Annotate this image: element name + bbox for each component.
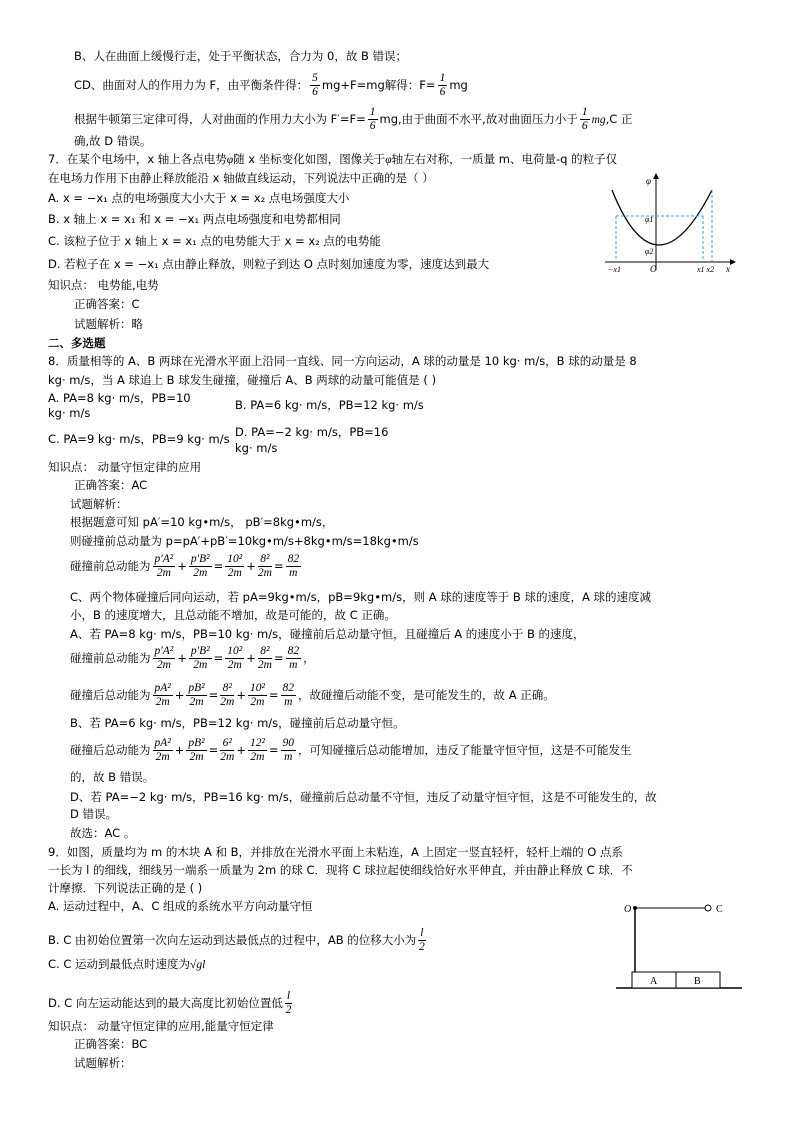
q8-knowledge-point: 知识点： 动量守恒定律的应用 [48, 460, 202, 474]
q9-explanation: 试题解析： [74, 1056, 132, 1070]
label-a: A [650, 976, 658, 987]
q7-stem-line1: 7．在某个电场中，x 轴上各点电势φ随 x 坐标变化如图，图像关于φ轴左右对称，一质量 m、电荷量-q 的粒子仅 [48, 152, 618, 166]
q9-answer: 正确答案：BC [74, 1037, 148, 1051]
q8-exp-line2: 则碰撞前总动量为 p=pA′+pB′=10kg•m/s+8kg•m/s=18kg•m/s [70, 534, 419, 548]
q9-knowledge-point: 知识点： 动量守恒定律的应用,能量守恒定律 [48, 1019, 274, 1033]
potential-graph [600, 170, 740, 276]
q7-answer: 正确答案：C [74, 297, 140, 311]
q8-ek-after-a: 碰撞后总动能为 $\frac{\text{pA²}}{2m}$ + $\frac{\text{pB²}}{2m}$ = $\frac{\text{8²}}{2m}$ + $\frac{\text{10²}}{2m}$ = $\frac{82}{m}$ ，故碰撞后动能不变，是可能发生的，故 A 正确。 [70, 682, 555, 708]
q8-exp-line6: A、若 PA=8 kg· m/s，PB=10 kg· m/s，碰撞前后总动量守恒，且碰撞后 A 的速度小于 B 的速度， [70, 627, 585, 641]
prev-newton-line: 根据牛顿第三定律可得，人对曲面的作用力大小为 F′=F= $\frac{1}{6}$ mg,由于曲面不水平,故对曲面压力小于 $\frac{1}{6}$ mg,C 正 [74, 106, 633, 132]
blocks-pendulum-figure [610, 896, 746, 992]
prev-b-line: B、人在曲面上缓慢行走，处于平衡状态，合力为 0，故 B 错误； [74, 49, 408, 63]
pivot-point-o [633, 906, 637, 910]
label-b: B [694, 976, 701, 987]
q7-knowledge-point: 知识点： 电势能,电势 [48, 278, 159, 292]
x1x2-label: x1 x2 [697, 265, 715, 274]
prev-newton-line2: 确,故 D 错误。 [74, 134, 152, 148]
q8-ek-before-1: 碰撞前总动能为 $\frac{\text{p′A²}}{2m}$ + $\frac{\text{p′B²}}{2m}$ = $\frac{\text{10²}}{2m}$ + $\frac{\text{8²}}{2m}$ = $\frac{82}{m}$ [70, 553, 300, 579]
q8-ek-after-b: 碰撞后总动能为 $\frac{\text{pA²}}{2m}$ + $\frac{\text{pB²}}{2m}$ = $\frac{\text{6²}}{2m}$ + $\frac{\text{12²}}{2m}$ = $\frac{90}{m}$ ，可知碰撞后总动能增加，违反了能量守恒守恒，这是不可能发生 [70, 737, 632, 763]
phi-label: φ [646, 176, 651, 186]
q8-option-a-cont: kg· m/s [48, 406, 91, 420]
q8-option-c: C. PA=9 kg· m/s，PB=9 kg· m/s [48, 432, 230, 446]
q8-option-d: D. PA=−2 kg· m/s，PB=16 [235, 425, 389, 439]
q8-option-a: A. PA=8 kg· m/s，PB=10 [48, 391, 191, 405]
q7-option-b: B. x 轴上 x = x₁ 和 x = −x₁ 两点电场强度和电势都相同 [48, 212, 341, 226]
q9-option-d: D. C 向左运动能达到的最大高度比初始位置低 $\frac{l}{2}$ [48, 990, 292, 1016]
q9-option-c: C. C 运动到最低点时速度为√gl [48, 957, 206, 971]
q7-option-c: C. 该粒子位于 x 轴上 x = x₁ 点的电势能大于 x = x₂ 点的电势能 [48, 234, 381, 248]
neg-x1-label: −x1 [608, 265, 621, 274]
prev-cd-line: CD、曲面对人的作用力为 F，由平衡条件得： $\frac{5}{6}$ mg+F=mg解得：F= $\frac{1}{6}$ mg [74, 72, 468, 98]
q8-stem-line1: 8．质量相等的 A、B 两球在光滑水平面上沿同一直线、同一方向运动，A 球的动量是 10 kg· m/s，B 球的动量是 8 [48, 354, 637, 368]
q8-exp-line4: C、两个物体碰撞后同向运动，若 pA=9kg•m/s，pB=9kg•m/s，则 A 球的速度等于 B 球的速度，A 球的速度减 [70, 590, 651, 604]
label-c: C [716, 904, 723, 915]
q8-option-d-cont: kg· m/s [235, 441, 278, 455]
q9-stem-line3: 计摩擦．下列说法正确的是 ( ) [48, 881, 203, 895]
q7-option-d: D. 若粒子在 x = −x₁ 点由静止释放，则粒子到达 O 点时刻加速度为零，速度达到最大 [48, 257, 490, 271]
q8-exp-line1: 根据题意可知 pA′=10 kg•m/s， pB′=8kg•m/s， [70, 515, 334, 529]
q8-exp-line14: 故选：AC 。 [70, 826, 136, 840]
q8-exp-line5: 小，B 的速度增大，且总动能不增加，故是可能的，故 C 正确。 [70, 608, 396, 622]
q8-stem-line2: kg· m/s，当 A 球追上 B 球发生碰撞，碰撞后 A、B 两球的动量可能值是 ( ) [48, 373, 437, 387]
q7-option-a: A. x = −x₁ 点的电场强度大小大于 x = x₂ 点电场强度大小 [48, 191, 350, 205]
q8-option-b: B. PA=6 kg· m/s，PB=12 kg· m/s [235, 398, 424, 412]
x-label: x [726, 264, 730, 274]
q8-answer: 正确答案：AC [74, 478, 148, 492]
q8-exp-line9: B、若 PA=6 kg· m/s，PB=12 kg· m/s，碰撞前后总动量守恒。 [70, 716, 405, 730]
phi2-label: φ2 [645, 247, 654, 256]
origin-label: O [650, 264, 657, 274]
q8-ek-before-2: 碰撞前总动能为 $\frac{\text{p′A²}}{2m}$ + $\frac{\text{p′B²}}{2m}$ = $\frac{\text{10²}}{2m}$ + $\frac{\text{8²}}{2m}$ = $\frac{82}{m}$ ， [70, 645, 315, 671]
q9-option-b: B. C 由初始位置第一次向左运动到达最低点的过程中，AB 的位移大小为 $\frac{l}{2}$ [48, 927, 425, 953]
q9-stem-line1: 9．如图，质量均为 m 的木块 A 和 B，并排放在光滑水平面上未粘连，A 上固定一竖直轻杆，轻杆上端的 O 点系 [48, 845, 623, 859]
q8-exp-line11: 的，故 B 错误。 [70, 770, 155, 784]
q8-exp-line12: D、若 PA=−2 kg· m/s，PB=16 kg· m/s，碰撞前后总动量不守恒，违反了动量守恒守恒，这是不可能发生的，故 [70, 790, 657, 804]
q7-stem-line2: 在电场力作用下由静止释放能沿 x 轴做直线运动，下列说法中正确的是（ ） [48, 171, 434, 185]
phi1-label: φ1 [645, 215, 654, 224]
q9-stem-line2: 一长为 l 的细线，细线另一端系一质量为 2m 的球 C．现将 C 球拉起使细线恰好水平伸直，并由静止释放 C 球．不 [48, 863, 633, 877]
section-multi-choice-title: 二、多选题 [48, 336, 106, 350]
q8-explanation: 试题解析： [70, 497, 128, 511]
label-o: O [624, 904, 632, 915]
q8-exp-line13: D 错误。 [70, 807, 118, 821]
q9-option-a: A. 运动过程中，A、C 组成的系统水平方向动量守恒 [48, 899, 313, 913]
q7-explanation: 试题解析：略 [74, 317, 143, 331]
ball-c [705, 905, 711, 911]
potential-curve [612, 190, 712, 245]
